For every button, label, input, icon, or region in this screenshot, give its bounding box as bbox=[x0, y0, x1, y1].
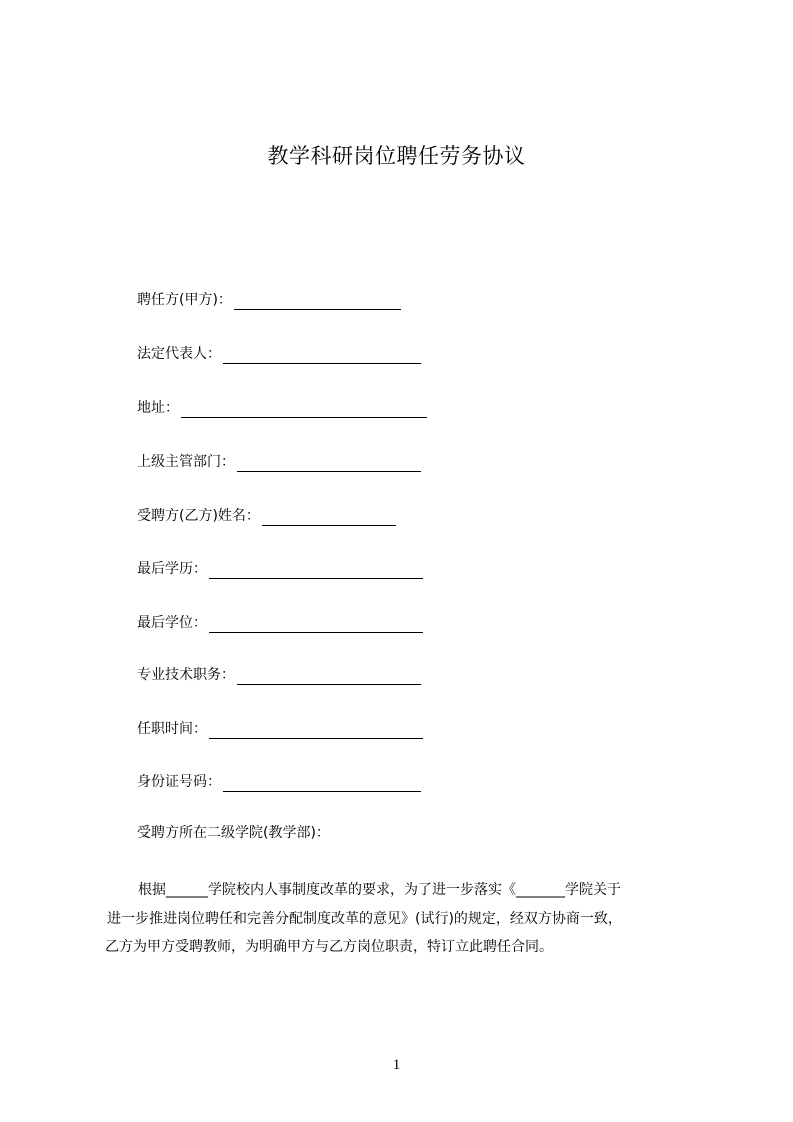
field-address-label: 地址： bbox=[137, 400, 179, 416]
field-employee-college-label: 受聘方所在二级学院(教学部)： bbox=[137, 825, 330, 841]
field-address-blank[interactable] bbox=[181, 401, 427, 418]
field-highest-education-label: 最后学历： bbox=[137, 561, 207, 577]
field-highest-degree-blank[interactable] bbox=[209, 616, 423, 633]
field-supervisor-department-label: 上级主管部门： bbox=[137, 454, 235, 470]
field-employee-name-label: 受聘方(乙方)姓名： bbox=[137, 508, 260, 524]
field-supervisor-department-blank[interactable] bbox=[237, 455, 421, 472]
field-employee-college bbox=[137, 823, 330, 843]
field-highest-education bbox=[137, 559, 423, 579]
field-supervisor-department bbox=[137, 452, 421, 472]
field-employer bbox=[137, 290, 401, 310]
paragraph-line: 进一步推进岗位聘任和完善分配制度改革的意见》(试行)的规定，经双方协商一致， bbox=[107, 910, 622, 927]
field-professional-title bbox=[137, 665, 421, 685]
field-id-number bbox=[137, 772, 421, 792]
field-highest-education-blank[interactable] bbox=[209, 562, 423, 579]
field-highest-degree-label: 最后学位： bbox=[137, 615, 207, 631]
agreement-paragraph bbox=[105, 876, 705, 962]
field-employee-name-blank[interactable] bbox=[262, 509, 396, 526]
field-legal-representative-label: 法定代表人： bbox=[137, 346, 221, 362]
field-professional-title-blank[interactable] bbox=[237, 668, 421, 685]
page-number: 1 bbox=[392, 1057, 401, 1073]
field-employee-name bbox=[137, 506, 396, 526]
field-legal-representative bbox=[137, 344, 421, 364]
field-appointment-date bbox=[137, 719, 423, 739]
field-employer-blank[interactable] bbox=[234, 293, 401, 310]
field-professional-title-label: 专业技术职务： bbox=[137, 667, 235, 683]
field-highest-degree bbox=[137, 613, 423, 633]
field-appointment-date-blank[interactable] bbox=[209, 722, 423, 739]
field-id-number-blank[interactable] bbox=[223, 775, 421, 792]
paragraph-line: 乙方为甲方受聘教师，为明确甲方与乙方岗位职责，特订立此聘任合同。 bbox=[105, 939, 553, 955]
field-address bbox=[137, 398, 427, 418]
document-title: 教学科研岗位聘任劳务协议 bbox=[267, 144, 526, 168]
paragraph-line: 根据______学院校内人事制度改革的要求，为了进一步落实《_______学院关于 bbox=[138, 882, 621, 898]
field-employer-label: 聘任方(甲方)： bbox=[137, 292, 232, 308]
field-id-number-label: 身份证号码： bbox=[137, 774, 221, 790]
field-appointment-date-label: 任职时间： bbox=[137, 721, 207, 737]
field-legal-representative-blank[interactable] bbox=[223, 347, 421, 364]
